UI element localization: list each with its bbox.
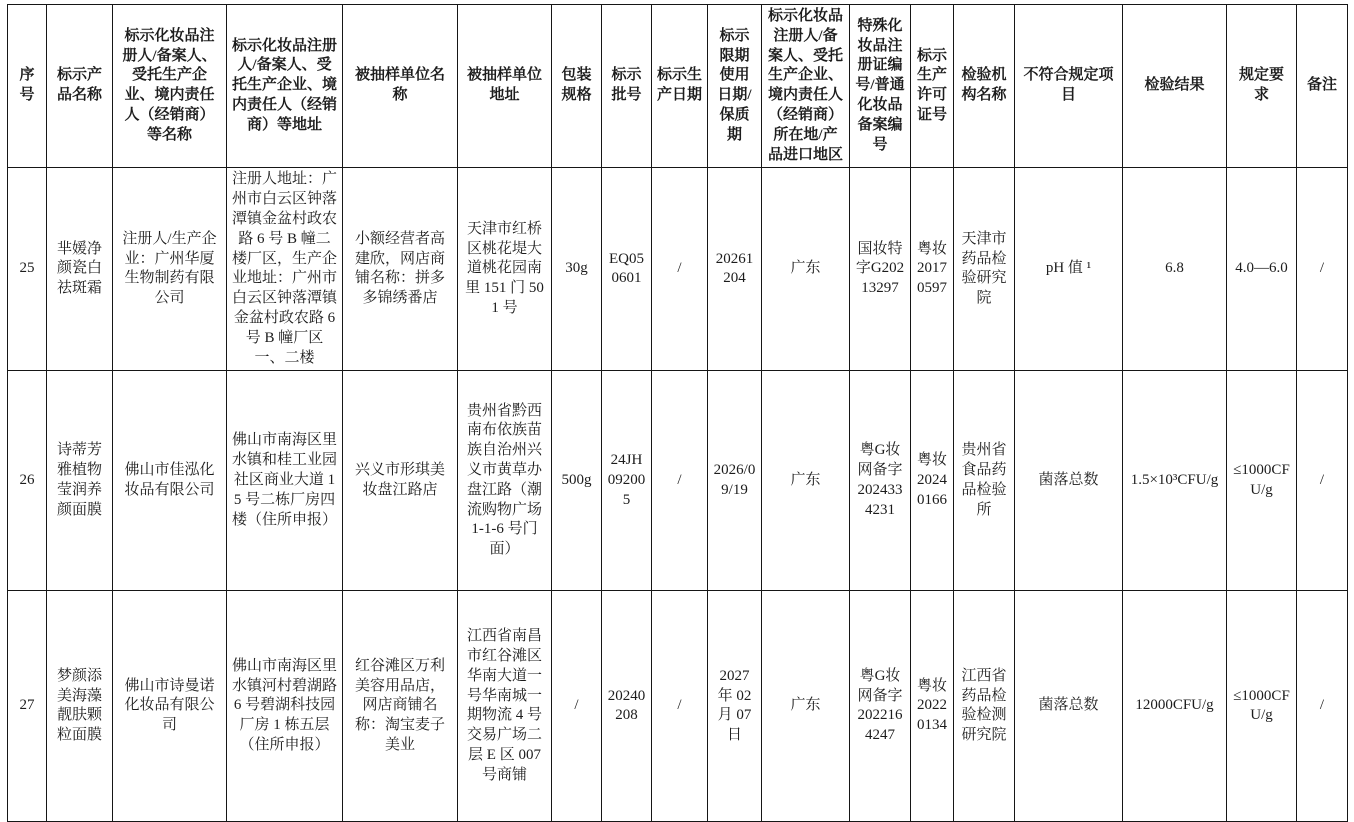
header-inspection-result: 检验结果	[1123, 5, 1227, 168]
cell-nonconforming-item: 菌落总数	[1015, 371, 1123, 591]
cell-product-name: 梦颜添美海藻靓肤颗粒面膜	[47, 591, 113, 822]
cell-production-date: /	[652, 591, 708, 822]
cell-inspection-agency: 江西省药品检验检测研究院	[954, 591, 1015, 822]
cell-registrant-address: 佛山市南海区里水镇河村碧湖路 6 号碧湖科技园厂房 1 栋五层（住所申报）	[227, 591, 343, 822]
header-sampled-unit-address: 被抽样单位地址	[458, 5, 552, 168]
cell-registration-number: 粤G妆网备字2022164247	[850, 591, 911, 822]
cell-remarks: /	[1297, 168, 1348, 371]
cell-registrant-location: 广东	[762, 591, 850, 822]
cell-expiry-date: 2027 年 02 月 07 日	[708, 591, 762, 822]
cell-sampled-unit-address: 江西省南昌市红谷滩区华南大道一号华南城一期物流 4 号交易广场二层 E 区 007 号商铺	[458, 591, 552, 822]
cell-package-spec: 500g	[552, 371, 602, 591]
cell-nonconforming-item: pH 值 ¹	[1015, 168, 1123, 371]
cell-sampled-unit-name: 小额经营者高建欣，网店商铺名称：拼多多锦绣番店	[343, 168, 458, 371]
header-remarks: 备注	[1297, 5, 1348, 168]
cell-sampled-unit-address: 贵州省黔西南布依族苗族自治州兴义市黄草办盘江路（潮流购物广场 1-1-6 号门面）	[458, 371, 552, 591]
cell-registrant-address: 佛山市南海区里水镇和桂工业园社区商业大道 15 号二栋厂房四楼（住所申报）	[227, 371, 343, 591]
cell-sampled-unit-address: 天津市红桥区桃花堤大道桃花园南里 151 门 501 号	[458, 168, 552, 371]
cell-package-spec: /	[552, 591, 602, 822]
cell-registration-number: 粤G妆网备字2024334231	[850, 371, 911, 591]
table-row-25	[8, 168, 1348, 371]
header-production-date: 标示生产日期	[652, 5, 708, 168]
cell-sampled-unit-name: 兴义市形琪美妆盘江路店	[343, 371, 458, 591]
cell-inspection-result: 12000CFU/g	[1123, 591, 1227, 822]
cell-serial: 27	[8, 591, 47, 822]
cell-registrant-location: 广东	[762, 168, 850, 371]
cell-production-license: 粤妆20240166	[911, 371, 954, 591]
cell-batch-number: 20240208	[602, 591, 652, 822]
header-registrant-location: 标示化妆品注册人/备案人、受托生产企业、境内责任人（经销商）所在地/产品进口地区	[762, 5, 850, 168]
table-row-27	[8, 591, 1348, 822]
header-nonconforming-item: 不符合规定项目	[1015, 5, 1123, 168]
header-required-standard: 规定要求	[1227, 5, 1297, 168]
cell-inspection-result: 1.5×10³CFU/g	[1123, 371, 1227, 591]
cell-batch-number: EQ050601	[602, 168, 652, 371]
cell-serial: 25	[8, 168, 47, 371]
header-product-name: 标示产品名称	[47, 5, 113, 168]
cell-registration-number: 国妆特字G20213297	[850, 168, 911, 371]
header-production-license: 标示生产许可证号	[911, 5, 954, 168]
cell-production-date: /	[652, 168, 708, 371]
cell-sampled-unit-name: 红谷滩区万利美容用品店，网店商铺名称：淘宝麦子美业	[343, 591, 458, 822]
cell-inspection-agency: 贵州省食品药品检验所	[954, 371, 1015, 591]
header-sampled-unit-name: 被抽样单位名称	[343, 5, 458, 168]
cell-batch-number: 24JH092005	[602, 371, 652, 591]
cell-product-name: 芈媛净颜瓷白祛斑霜	[47, 168, 113, 371]
header-inspection-agency: 检验机构名称	[954, 5, 1015, 168]
cell-required-standard: ≤1000CFU/g	[1227, 371, 1297, 591]
header-registration-number: 特殊化妆品注册证编号/普通化妆品备案编号	[850, 5, 911, 168]
header-expiry-date: 标示限期使用日期/保质期	[708, 5, 762, 168]
cell-package-spec: 30g	[552, 168, 602, 371]
header-serial: 序号	[8, 5, 47, 168]
cell-registrant-name: 佛山市佳泓化妆品有限公司	[113, 371, 227, 591]
cell-production-license: 粤妆20220134	[911, 591, 954, 822]
cell-remarks: /	[1297, 591, 1348, 822]
cell-required-standard: 4.0—6.0	[1227, 168, 1297, 371]
cell-production-license: 粤妆20170597	[911, 168, 954, 371]
header-batch-number: 标示批号	[602, 5, 652, 168]
cell-product-name: 诗蒂芳雅植物莹润养颜面膜	[47, 371, 113, 591]
cell-registrant-name: 注册人/生产企业：广州华厦生物制药有限公司	[113, 168, 227, 371]
cosmetics-inspection-table	[7, 4, 1348, 822]
cell-required-standard: ≤1000CFU/g	[1227, 591, 1297, 822]
cell-remarks: /	[1297, 371, 1348, 591]
table-row-26	[8, 371, 1348, 591]
cell-inspection-result: 6.8	[1123, 168, 1227, 371]
cell-registrant-location: 广东	[762, 371, 850, 591]
header-registrant-name: 标示化妆品注册人/备案人、受托生产企业、境内责任人（经销商）等名称	[113, 5, 227, 168]
cell-serial: 26	[8, 371, 47, 591]
cell-production-date: /	[652, 371, 708, 591]
cell-expiry-date: 20261204	[708, 168, 762, 371]
cell-registrant-address: 注册人地址：广州市白云区钟落潭镇金盆村政农路 6 号 B 幢二楼厂区，生产企业地址：广州市白云区钟落潭镇金盆村政农路 6 号 B 幢厂区一、二楼	[227, 168, 343, 371]
cell-registrant-name: 佛山市诗曼诺化妆品有限公司	[113, 591, 227, 822]
cell-nonconforming-item: 菌落总数	[1015, 591, 1123, 822]
cell-inspection-agency: 天津市药品检验研究院	[954, 168, 1015, 371]
cell-expiry-date: 2026/09/19	[708, 371, 762, 591]
header-registrant-address: 标示化妆品注册人/备案人、受托生产企业、境内责任人（经销商）等地址	[227, 5, 343, 168]
header-row	[8, 5, 1348, 168]
header-package-spec: 包装规格	[552, 5, 602, 168]
